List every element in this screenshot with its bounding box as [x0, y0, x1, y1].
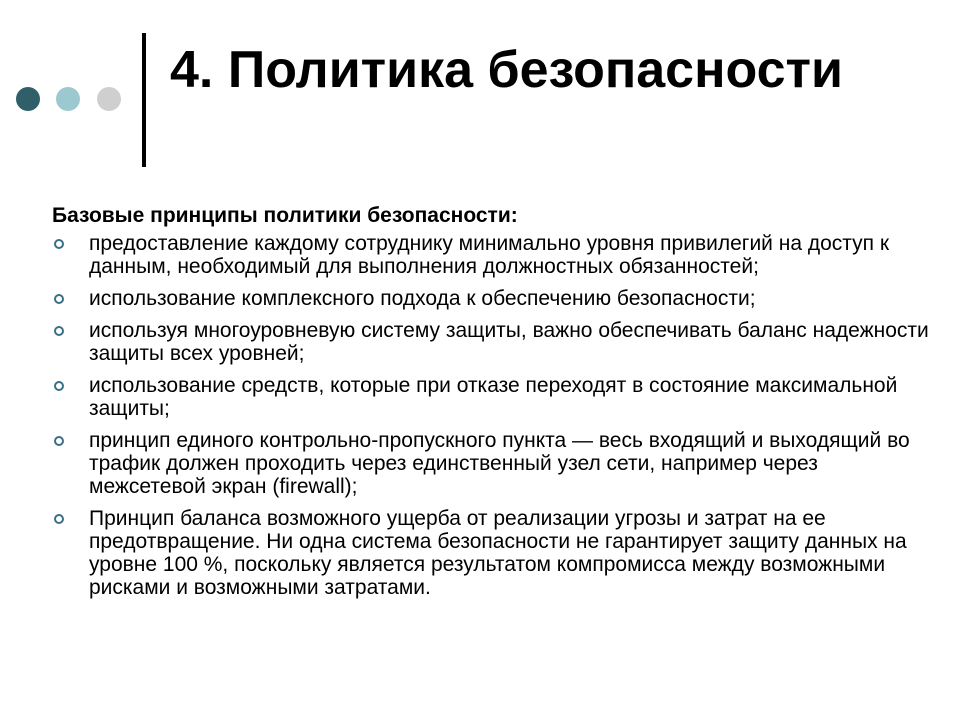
title-divider	[142, 33, 146, 167]
grey-dot-icon	[97, 87, 121, 111]
dark-dot-icon	[16, 87, 40, 111]
list-item	[52, 287, 932, 310]
bullet-list	[52, 232, 932, 599]
ring-bullet-icon	[54, 381, 64, 391]
lead-text: Базовые принципы политики безопасности:	[52, 204, 518, 227]
ring-bullet-icon	[54, 239, 64, 249]
list-item	[52, 232, 932, 278]
list-item-text: Принцип баланса возможного ущерба от реализации угрозы и затрат на ее предотвращение. Ни одна система безопасности не гарантирует защиту данных на уровне 100 %, поскольку является результатом компромисса между возможными рисками и возможными затратами.	[89, 507, 907, 599]
light-dot-icon	[56, 87, 80, 111]
slide-title: 4. Политика безопасности	[170, 41, 843, 99]
list-item-text: принцип единого контрольно-пропускного пункта — весь входящий и выходящий во трафик должен проходить через единственный узел сети, например через межсетевой экран (firewall);	[89, 429, 910, 498]
list-item-text: использование средств, которые при отказе переходят в состояние максимальной защиты;	[89, 374, 898, 420]
list-item	[52, 374, 932, 420]
list-item-text: предоставление каждому сотруднику минимально уровня привилегий на доступ к данным, необходимый для выполнения должностных обязанностей;	[89, 232, 890, 278]
list-item	[52, 319, 932, 365]
list-item-text: используя многоуровневую систему защиты, важно обеспечивать баланс надежности защиты всех уровней;	[89, 319, 929, 365]
list-item-text: использование комплексного подхода к обеспечению безопасности;	[89, 287, 756, 310]
ring-bullet-icon	[54, 514, 64, 524]
list-item	[52, 507, 932, 599]
list-item	[52, 429, 932, 498]
slide-body	[52, 204, 932, 608]
ring-bullet-icon	[54, 326, 64, 336]
ring-bullet-icon	[54, 436, 64, 446]
ring-bullet-icon	[54, 294, 64, 304]
